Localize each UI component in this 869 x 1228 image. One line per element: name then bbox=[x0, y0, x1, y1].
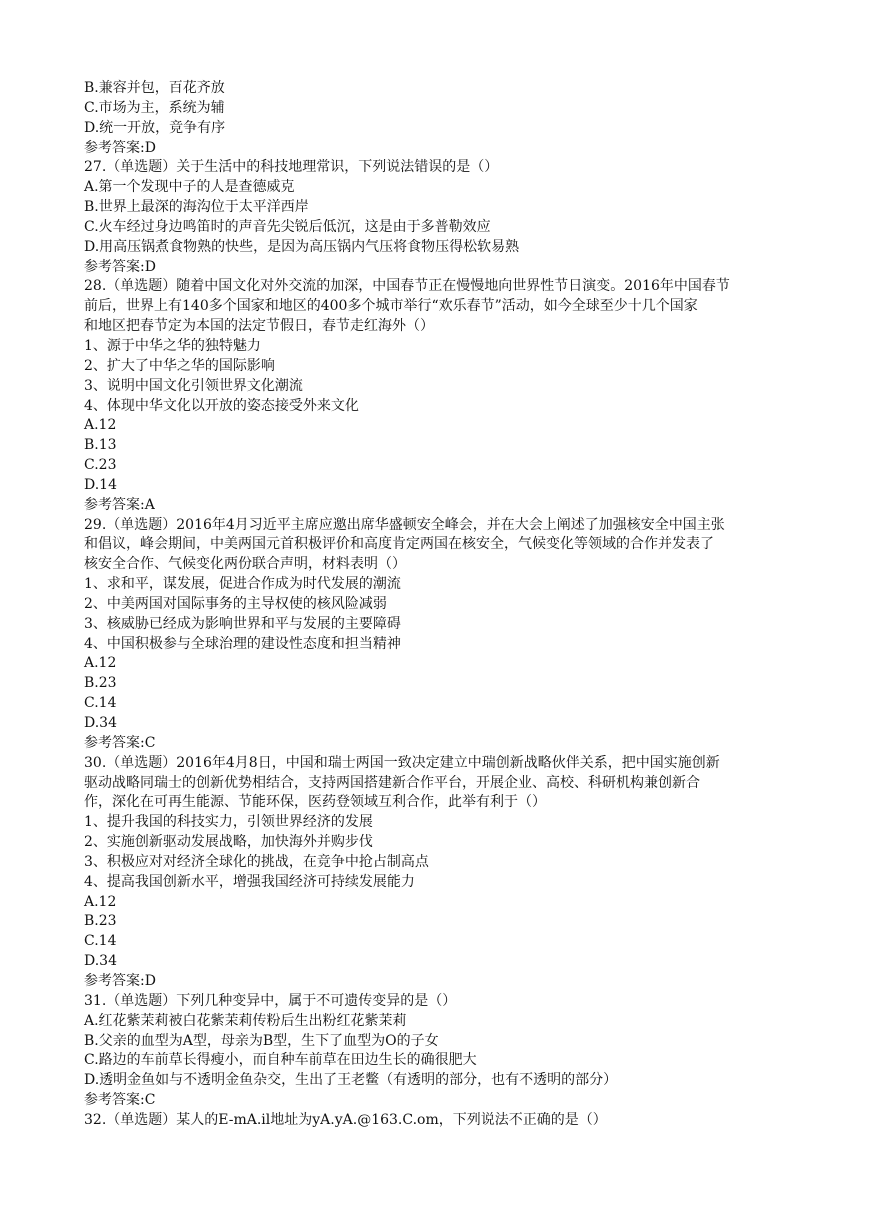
option-b: B.23 bbox=[84, 675, 117, 692]
question-29-cont: 和倡议，峰会期间，中美两国元首积极评价和高度肯定两国在核安全，气候变化等领域的合作并发表了 bbox=[84, 536, 714, 553]
option-d: D.用高压锅煮食物熟的快些，是因为高压锅内气压将食物压得松软易熟 bbox=[84, 238, 520, 255]
statement-3: 3、核威胁已经成为影响世界和平与发展的主要障碍 bbox=[84, 615, 401, 632]
answer-line: 参考答案:C bbox=[84, 1092, 156, 1109]
option-a: A.12 bbox=[84, 417, 117, 434]
option-c: C.14 bbox=[84, 695, 117, 712]
option-d: D.透明金鱼如与不透明金鱼杂交，生出了王老鳖（有透明的部分，也有不透明的部分） bbox=[84, 1072, 618, 1089]
option-b: B.兼容并包，百花齐放 bbox=[84, 80, 225, 96]
question-32: 32.（单选题）某人的E-mA.il地址为yA.yA.@163.C.om，下列说法不正确的是（） bbox=[84, 1111, 607, 1128]
answer-line: 参考答案:D bbox=[84, 139, 156, 156]
answer-line: 参考答案:A bbox=[84, 496, 155, 513]
option-b: B.世界上最深的海沟位于太平洋西岸 bbox=[84, 199, 309, 216]
question-29-cont: 核安全合作、气候变化两份联合声明，材料表明（） bbox=[84, 556, 406, 573]
option-d: D.34 bbox=[84, 953, 117, 970]
statement-1: 1、提升我国的科技实力，引领世界经济的发展 bbox=[84, 814, 373, 831]
option-a: A.红花紫茉莉被白花紫茉莉传粉后生出粉红花紫茉莉 bbox=[84, 1012, 407, 1029]
question-27: 27.（单选题）关于生活中的科技地理常识，下列说法错误的是（） bbox=[84, 159, 499, 176]
question-30: 30.（单选题）2016年4月8日，中国和瑞士两国一致决定建立中瑞创新战略伙伴关系，把中国实施创新 bbox=[84, 754, 720, 771]
question-28-cont: 和地区把春节定为本国的法定节假日，春节走红海外（） bbox=[84, 318, 434, 335]
statement-3: 3、积极应对对经济全球化的挑战，在竞争中抢占制高点 bbox=[84, 853, 429, 870]
option-c: C.23 bbox=[84, 457, 117, 474]
option-c: C.14 bbox=[84, 933, 117, 950]
statement-3: 3、说明中国文化引领世界文化潮流 bbox=[84, 377, 303, 394]
statement-2: 2、实施创新驱动发展战略，加快海外并购步伐 bbox=[84, 834, 373, 851]
option-b: B.13 bbox=[84, 437, 117, 454]
answer-line: 参考答案:C bbox=[84, 734, 156, 751]
answer-line: 参考答案:D bbox=[84, 258, 156, 275]
option-c: C.市场为主，系统为辅 bbox=[84, 99, 225, 116]
question-28-cont: 前后，世界上有140多个国家和地区的400多个城市举行“欢乐春节”活动，如今全球至少十几个国家 bbox=[84, 298, 698, 315]
statement-2: 2、扩大了中华之华的国际影响 bbox=[84, 357, 275, 374]
option-d: D.34 bbox=[84, 715, 117, 731]
statement-4: 4、提高我国创新水平，增强我国经济可持续发展能力 bbox=[84, 873, 415, 890]
option-a: A.12 bbox=[84, 655, 117, 672]
option-a: A.第一个发现中子的人是查德威克 bbox=[84, 179, 295, 196]
question-31: 31.（单选题）下列几种变异中，属于不可遗传变异的是（） bbox=[84, 992, 457, 1009]
statement-1: 1、源于中华之华的独特魅力 bbox=[84, 337, 261, 354]
statement-4: 4、中国积极参与全球治理的建设性态度和担当精神 bbox=[84, 635, 401, 652]
document-page bbox=[84, 79, 784, 1131]
option-b: B.父亲的血型为A型，母亲为B型，生下了血型为O的子女 bbox=[84, 1032, 439, 1049]
question-30-cont: 作，深化在可再生能源、节能环保，医药登领域互利合作，此举有利于（） bbox=[84, 794, 546, 811]
option-a: A.12 bbox=[84, 893, 117, 910]
option-c: C.火车经过身边鸣笛时的声音先尖锐后低沉，这是由于多普勒效应 bbox=[84, 218, 491, 235]
option-d: D.统一开放，竞争有序 bbox=[84, 119, 226, 136]
statement-2: 2、中美两国对国际事务的主导权使的核风险减弱 bbox=[84, 595, 387, 612]
question-29: 29.（单选题）2016年4月习近平主席应邀出席华盛顿安全峰会，并在大会上阐述了加强核安全中国主张 bbox=[84, 516, 725, 533]
statement-1: 1、求和平，谋发展，促进合作成为时代发展的潮流 bbox=[84, 576, 401, 593]
question-30-cont: 驱动战略同瑞士的创新优势相结合，支持两国搭建新合作平台，开展企业、高校、科研机构兼创新合 bbox=[84, 774, 700, 791]
option-c: C.路边的车前草长得瘦小，而自种车前草在田边生长的确很肥大 bbox=[84, 1052, 477, 1069]
option-b: B.23 bbox=[84, 913, 117, 930]
option-d: D.14 bbox=[84, 476, 117, 493]
answer-line: 参考答案:D bbox=[84, 972, 156, 989]
question-28: 28.（单选题）随着中国文化对外交流的加深，中国春节正在慢慢地向世界性节日演变。2016年中国春节 bbox=[84, 278, 730, 295]
statement-4: 4、体现中华文化以开放的姿态接受外来文化 bbox=[84, 397, 359, 414]
